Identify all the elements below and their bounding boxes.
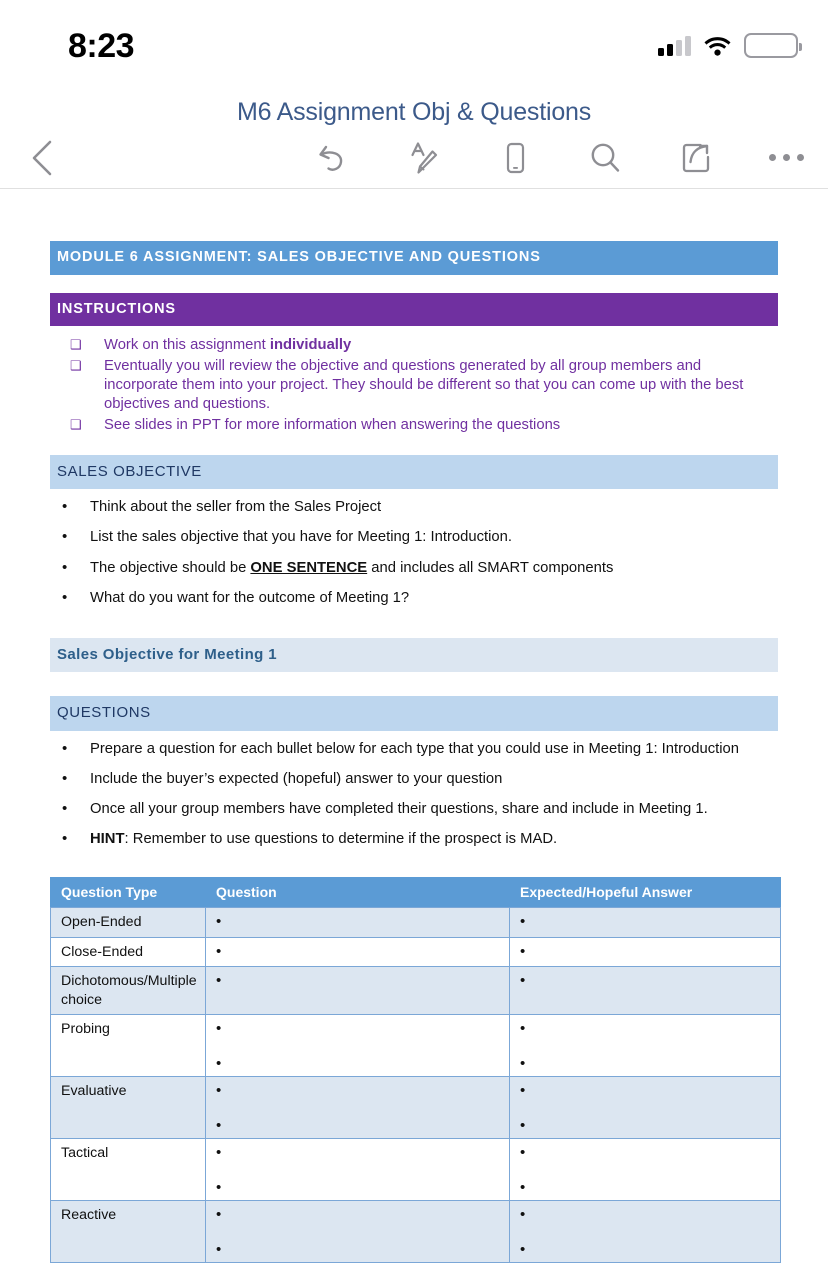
question-cell[interactable]: [206, 1015, 510, 1077]
questions-heading: QUESTIONS: [50, 696, 778, 730]
status-time: 8:23: [68, 27, 135, 65]
bullet-icon: •: [520, 1144, 526, 1162]
document-title-bar: MODULE 6 ASSIGNMENT: SALES OBJECTIVE AND QUESTIONS: [50, 241, 778, 275]
bullet-icon: •: [62, 799, 68, 817]
table-body: [51, 908, 781, 1263]
table-header-row: [51, 878, 781, 908]
table-row: [51, 1201, 781, 1263]
bullet-icon: •: [62, 528, 68, 546]
markup-icon[interactable]: [401, 135, 447, 181]
bullet-hint-label: HINT: [90, 831, 125, 848]
bullet-icon: •: [216, 1241, 222, 1259]
bullet-icon: •: [216, 972, 222, 990]
question-cell[interactable]: [206, 1201, 510, 1263]
bullet-emphasis: ONE SENTENCE: [250, 559, 368, 576]
battery-icon: [744, 33, 798, 58]
mobile-view-icon[interactable]: [492, 135, 538, 181]
question-cell[interactable]: [206, 967, 510, 1015]
list-item: [54, 559, 774, 578]
instruction-text: See slides in PPT for more information when answering the questions: [104, 416, 561, 433]
row-label: Probing: [61, 1021, 110, 1038]
bullet-icon: •: [520, 972, 526, 990]
bullet-icon: •: [520, 913, 526, 931]
answer-cell[interactable]: [510, 1077, 781, 1139]
instruction-text: Work on this assignment: [104, 337, 270, 354]
bullet-icon: •: [216, 1206, 222, 1224]
list-item: [54, 416, 774, 435]
toolbar: [0, 127, 828, 189]
list-item: [54, 357, 774, 414]
page-title: M6 Assignment Obj & Questions: [236, 98, 592, 126]
question-cell[interactable]: [206, 937, 510, 966]
bullet-icon: •: [62, 769, 68, 787]
bullet-icon: •: [216, 1117, 222, 1135]
sales-objective-answer-field[interactable]: Sales Objective for Meeting 1: [50, 638, 778, 672]
list-item: [54, 589, 774, 608]
bullet-icon: •: [62, 588, 68, 606]
checkbox-icon: ❑: [70, 337, 82, 353]
answer-cell[interactable]: [510, 1139, 781, 1201]
undo-icon[interactable]: [310, 135, 356, 181]
column-header-question: Question: [206, 878, 510, 908]
row-label: Close-Ended: [61, 943, 144, 960]
table-row: [51, 1139, 781, 1201]
list-item: [54, 740, 774, 759]
bullet-icon: •: [520, 942, 526, 960]
answer-cell[interactable]: [510, 967, 781, 1015]
document-page: [0, 189, 828, 1263]
more-options-icon[interactable]: [764, 135, 810, 181]
bullet-text: Think about the seller from the Sales Project: [90, 499, 382, 516]
table-row: [51, 967, 781, 1015]
bullet-text: Once all your group members have completed their questions, share and include in Meeting 1.: [90, 800, 708, 817]
row-label: Reactive: [61, 1207, 117, 1224]
question-cell[interactable]: [206, 1139, 510, 1201]
bullet-icon: •: [520, 1206, 526, 1224]
list-item: [54, 800, 774, 819]
checkbox-icon: ❑: [70, 358, 82, 374]
bullet-icon: •: [216, 913, 222, 931]
status-indicators: [658, 33, 798, 58]
bullet-icon: •: [520, 1055, 526, 1073]
table-row: [51, 937, 781, 966]
bullet-icon: •: [62, 558, 68, 576]
table-row: [51, 1015, 781, 1077]
list-item: [54, 498, 774, 517]
wifi-icon: [704, 36, 731, 56]
bullet-text: The objective should be: [90, 559, 251, 576]
bullet-icon: •: [216, 1144, 222, 1162]
bullet-icon: •: [62, 830, 68, 848]
column-header-question-type: Question Type: [51, 878, 206, 908]
bullet-icon: •: [520, 1082, 526, 1100]
row-label: Dichotomous/Multiple choice: [61, 973, 197, 1008]
list-item: [54, 830, 774, 849]
bullet-text-tail: and includes all SMART components: [367, 559, 614, 576]
sales-objective-list: [50, 489, 778, 624]
question-cell[interactable]: [206, 908, 510, 937]
bullet-text: : Remember to use questions to determine if the prospect is MAD.: [124, 831, 558, 848]
answer-cell[interactable]: [510, 1015, 781, 1077]
row-label: Open-Ended: [61, 914, 142, 931]
bullet-icon: •: [62, 498, 68, 516]
bullet-text: What do you want for the outcome of Meeting 1?: [90, 589, 410, 606]
list-item: [54, 528, 774, 547]
bullet-icon: •: [520, 1117, 526, 1135]
bullet-icon: •: [520, 1020, 526, 1038]
back-button[interactable]: [26, 137, 60, 179]
answer-cell[interactable]: [510, 937, 781, 966]
share-icon[interactable]: [673, 135, 719, 181]
list-item: [54, 336, 774, 355]
answer-cell[interactable]: [510, 1201, 781, 1263]
instructions-heading: INSTRUCTIONS: [50, 293, 778, 327]
checkbox-icon: ❑: [70, 416, 82, 432]
bullet-icon: •: [62, 739, 68, 757]
bullet-icon: •: [216, 1179, 222, 1197]
bullet-icon: •: [216, 942, 222, 960]
table-row: [51, 1077, 781, 1139]
questions-list: [50, 731, 778, 866]
bullet-icon: •: [216, 1055, 222, 1073]
bullet-text: Include the buyer’s expected (hopeful) answer to your question: [90, 770, 503, 787]
list-item: [54, 770, 774, 789]
bullet-text: Prepare a question for each bullet below for each type that you could use in Meeting 1: Introduction: [90, 740, 740, 757]
answer-cell[interactable]: [510, 908, 781, 937]
bullet-icon: •: [520, 1241, 526, 1259]
status-bar: [0, 0, 828, 84]
row-label: Tactical: [61, 1145, 109, 1162]
cellular-signal-icon: [658, 36, 691, 56]
sales-objective-heading: SALES OBJECTIVE: [50, 455, 778, 489]
bullet-icon: •: [216, 1020, 222, 1038]
bullet-text: List the sales objective that you have for Meeting 1: Introduction.: [90, 529, 512, 546]
question-cell[interactable]: [206, 1077, 510, 1139]
bullet-icon: •: [520, 1179, 526, 1197]
questions-table: [50, 877, 781, 1263]
instructions-list: [50, 326, 778, 443]
column-header-expected-answer: Expected/Hopeful Answer: [510, 878, 781, 908]
instruction-text: Eventually you will review the objective and questions generated by all group members and incorporate them into your project. They should be different so that you can come up with the best objectives and questions.: [104, 358, 744, 412]
table-row: [51, 908, 781, 937]
instruction-bold: individually: [269, 337, 352, 354]
bullet-icon: •: [216, 1082, 222, 1100]
row-label: Evaluative: [61, 1083, 127, 1100]
search-icon[interactable]: [582, 135, 628, 181]
